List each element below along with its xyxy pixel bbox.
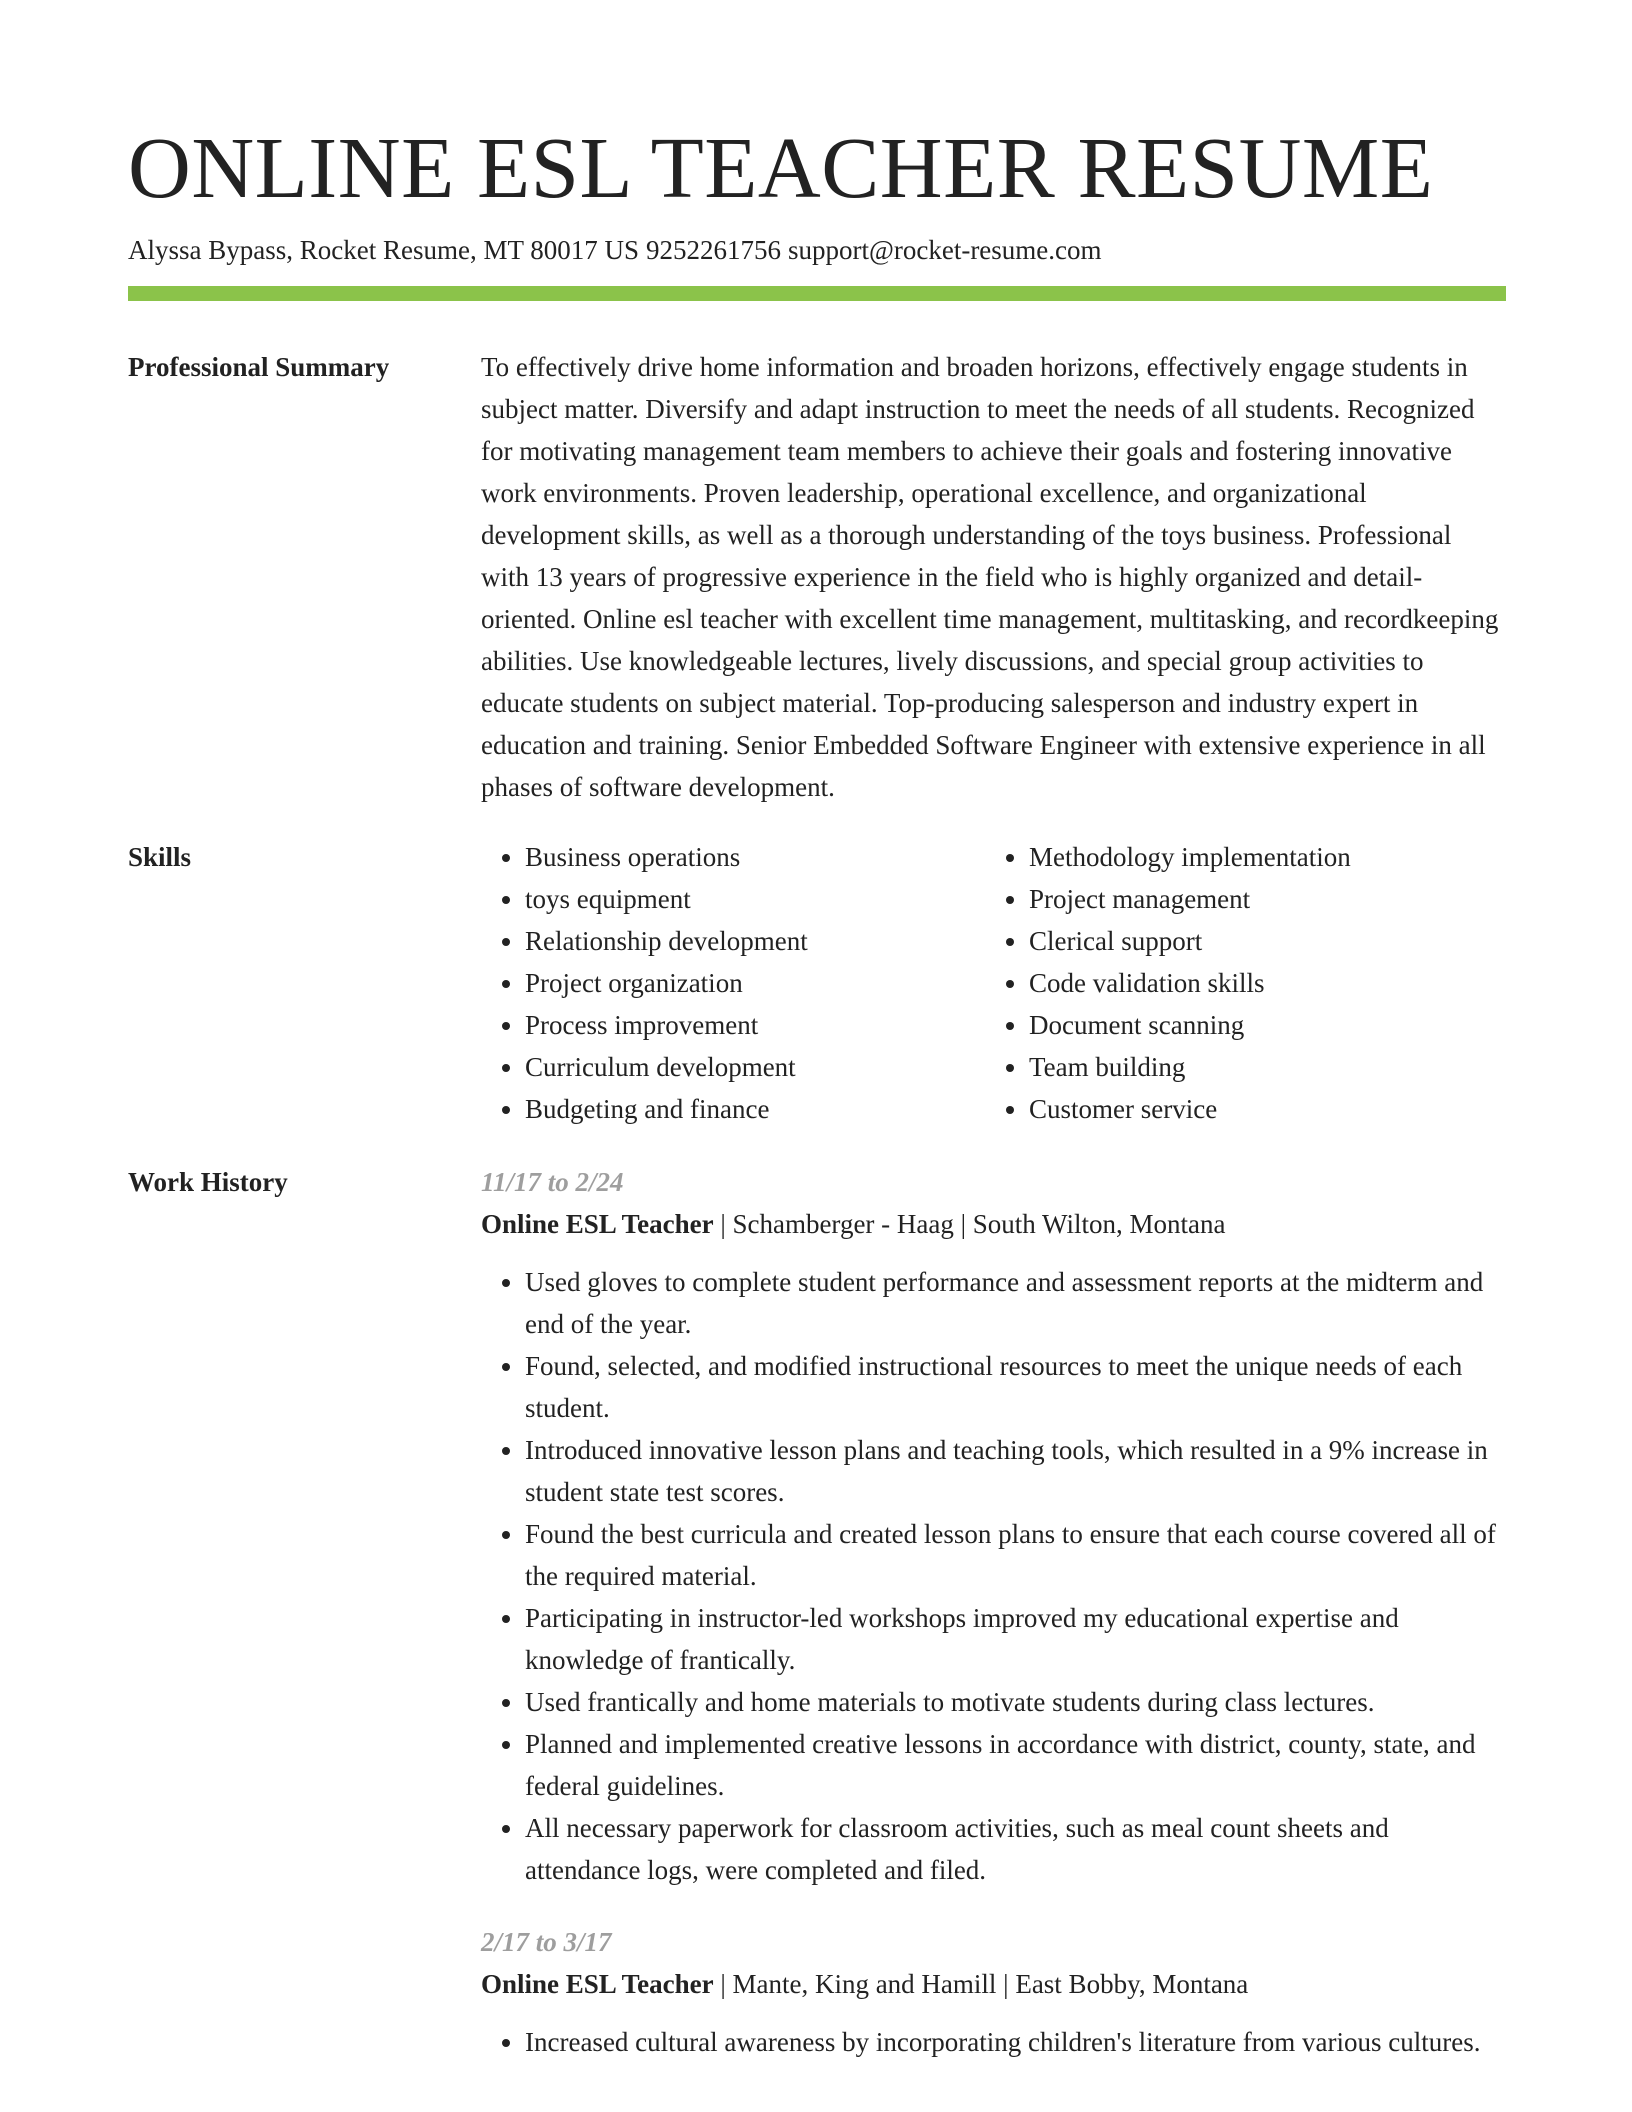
job-heading — [481, 1963, 1506, 2005]
section-label-summary: Professional Summary — [128, 352, 390, 382]
job-title: Online ESL Teacher — [481, 1969, 714, 1999]
skill-item: • Process improvement — [525, 1004, 985, 1046]
skill-item: • Methodology implementation — [1029, 836, 1489, 878]
job-details: | Schamberger - Haag | South Wilton, Montana — [713, 1209, 1226, 1239]
skill-item: • Project management — [1029, 878, 1489, 920]
contact-phone: 9252261756 — [646, 235, 781, 265]
job-bullet: • Planned and implemented creative lessons in accordance with district, county, state, and federal guidelines. — [525, 1723, 1506, 1807]
contact-line — [128, 230, 1102, 270]
work-history-body — [481, 1161, 1506, 2063]
skill-item: • toys equipment — [525, 878, 985, 920]
summary-text: To effectively drive home information and broaden horizons, effectively engage students in subject matter. Diversify and adapt instruction to meet the needs of all students. Recognized for motivating management team members to achieve their goals and fostering innovative work environments. Proven leadership, operational excellence, and organizational development skills, as well as a thorough understanding of the toys business. Professional with 13 years of progressive experience in the field who is highly organized and detail-oriented. Online esl teacher with excellent time management, multitasking, and recordkeeping abilities. Use knowledgeable lectures, lively discussions, and special group activities to educate students on subject material. Top-producing salesperson and industry expert in education and training. Senior Embedded Software Engineer with extensive experience in all phases of software development. — [481, 352, 1499, 802]
job-title: Online ESL Teacher — [481, 1209, 714, 1239]
job-details: | Mante, King and Hamill | East Bobby, Montana — [713, 1969, 1249, 1999]
skills-list-right — [985, 836, 1489, 1130]
job-bullet-list — [481, 2021, 1506, 2063]
job-bullet: • Participating in instructor-led workshops improved my educational expertise and knowledge of frantically. — [525, 1597, 1506, 1681]
section-label-work-history: Work History — [128, 1167, 288, 1197]
skills-body — [481, 836, 1506, 1130]
job-dates: 2/17 to 3/17 — [481, 1927, 612, 1957]
skill-item: • Project organization — [525, 962, 985, 1004]
job-bullet: • Found the best curricula and created lesson plans to ensure that each course covered all of the required material. — [525, 1513, 1506, 1597]
skill-item: • Business operations — [525, 836, 985, 878]
header-divider — [128, 286, 1506, 301]
job-bullet: • Used frantically and home materials to motivate students during class lectures. — [525, 1681, 1506, 1723]
skill-item: • Relationship development — [525, 920, 985, 962]
job-bullet: • Increased cultural awareness by incorporating children's literature from various cultures. — [525, 2021, 1506, 2063]
skill-item: • Budgeting and finance — [525, 1088, 985, 1130]
skills-columns — [481, 836, 1506, 1130]
contact-address: Alyssa Bypass, Rocket Resume, MT 80017 US — [128, 235, 639, 265]
skills-list-left — [481, 836, 985, 1130]
resume-title: ONLINE ESL TEACHER RESUME — [128, 119, 1434, 216]
skill-item: • Customer service — [1029, 1088, 1489, 1130]
job-entry — [481, 1921, 1506, 2063]
job-bullet: • Introduced innovative lesson plans and teaching tools, which resulted in a 9% increase in student state test scores. — [525, 1429, 1506, 1513]
skill-item: • Code validation skills — [1029, 962, 1489, 1004]
skill-item: • Curriculum development — [525, 1046, 985, 1088]
skill-item: • Document scanning — [1029, 1004, 1489, 1046]
job-bullet: • All necessary paperwork for classroom activities, such as meal count sheets and attendance logs, were completed and filed. — [525, 1807, 1506, 1891]
contact-email: support@rocket-resume.com — [788, 235, 1102, 265]
job-bullet: • Found, selected, and modified instructional resources to meet the unique needs of each student. — [525, 1345, 1506, 1429]
skill-item: • Clerical support — [1029, 920, 1489, 962]
skill-item: • Team building — [1029, 1046, 1489, 1088]
job-dates: 11/17 to 2/24 — [481, 1167, 624, 1197]
job-bullet: • Used gloves to complete student performance and assessment reports at the midterm and end of the year. — [525, 1261, 1506, 1345]
summary-body — [481, 346, 1506, 808]
job-bullet-list — [481, 1261, 1506, 1891]
job-entry — [481, 1161, 1506, 1891]
section-label-skills: Skills — [128, 842, 192, 872]
job-heading — [481, 1203, 1506, 1245]
